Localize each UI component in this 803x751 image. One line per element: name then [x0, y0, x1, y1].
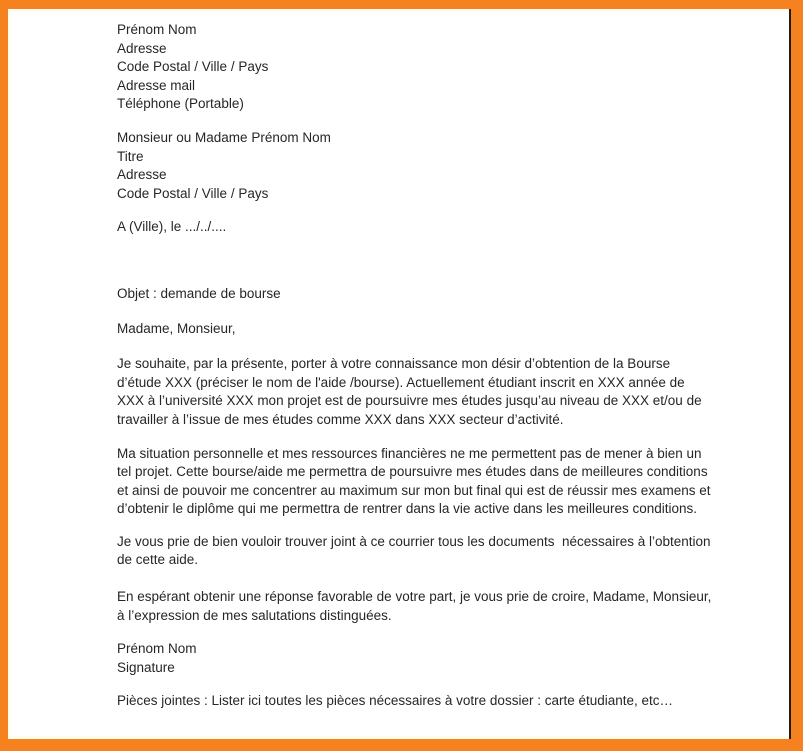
recipient-postal-city-country: Code Postal / Ville / Pays: [117, 185, 269, 201]
recipient-title: Titre: [117, 148, 144, 164]
sender-name: Prénom Nom: [117, 22, 197, 37]
sender-email: Adresse mail: [117, 77, 196, 93]
signature-label: Signature: [117, 659, 175, 675]
body-paragraph-3: Je vous prie de bien vouloir trouver joint à ce courrier tous les documents nécessaires à l’obtention de cette aide.: [117, 533, 715, 568]
salutation: Madame, Monsieur,: [117, 320, 236, 336]
sender-block: [117, 21, 712, 114]
body-paragraph-2: Ma situation personnelle et mes ressources financières ne me permettent pas de mener à bien un tel projet. Cette bourse/aide me permettra de poursuivre mes études dans de meilleures conditions et ainsi de pouvoir me concentrer au maximum sur mon but final qui est de réussir mes examens et d’obtenir le diplôme qui me permettra de rentrer dans la vie active dans les meilleures conditions.: [117, 445, 715, 517]
attachments-line: Pièces jointes : Lister ici toutes les pièces nécessaires à votre dossier : carte étudiante, etc…: [117, 693, 674, 709]
signature-name: Prénom Nom: [117, 641, 197, 657]
body-paragraph-4: En espérant obtenir une réponse favorable de votre part, je vous prie de croire, Madame, Monsieur, à l’expression de mes salutations distinguées.: [117, 589, 716, 623]
sender-address: Adresse: [117, 40, 167, 56]
recipient-block: [117, 129, 712, 203]
sender-phone: Téléphone (Portable): [117, 96, 244, 112]
recipient-address: Adresse: [117, 167, 167, 183]
recipient-name: Monsieur ou Madame Prénom Nom: [117, 129, 331, 145]
signature-block: [117, 640, 712, 677]
subject-line: Objet : demande de bourse: [117, 285, 281, 301]
letter-content: [8, 9, 791, 739]
body-paragraph-1: Je souhaite, par la présente, porter à votre connaissance mon désir d’obtention de la Bourse d’étude XXX (préciser le nom de l'aide /bourse). Actuellement étudiant inscrit en XXX année de XXX à l’université XXX mon projet est de poursuivre mes études jusqu’au niveau de XXX et/ou de travailler à l’issue de mes études comme XXX dans XXX secteur d’activité.: [117, 356, 706, 427]
date-line: A (Ville), le .../../....: [117, 219, 227, 235]
sender-postal-city-country: Code Postal / Ville / Pays: [117, 59, 269, 75]
